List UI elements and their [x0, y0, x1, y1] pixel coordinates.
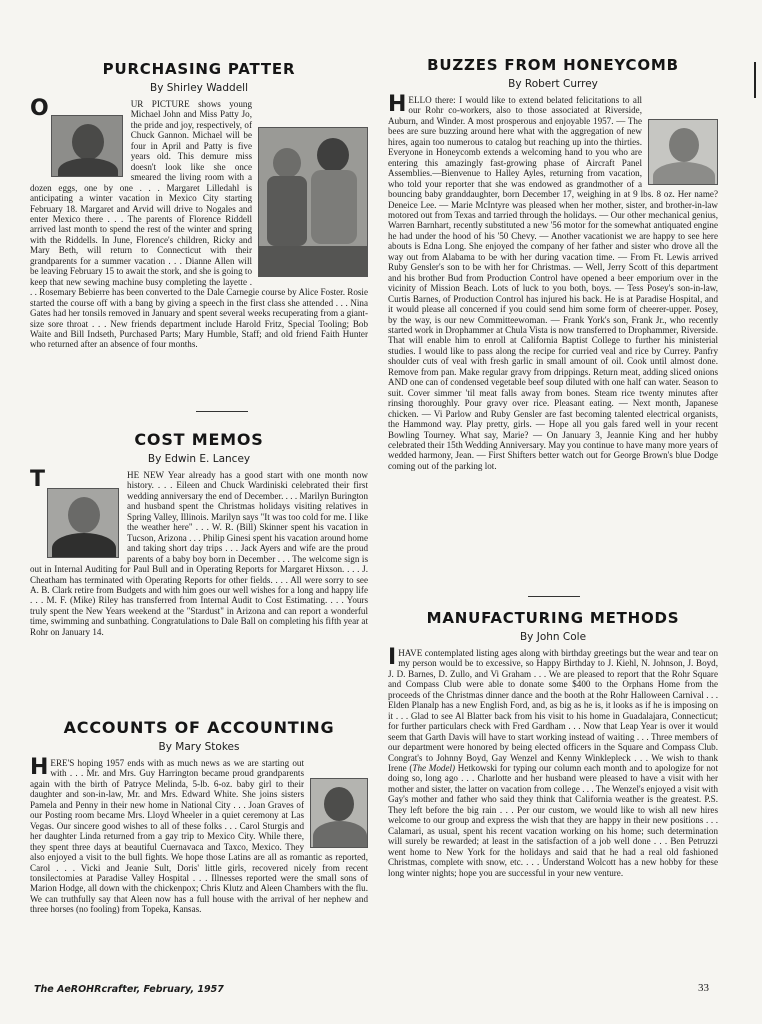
article-body — [388, 645, 718, 878]
article-text: UR PICTURE shows young Michael John and Miss Patty Jo, the pride and joy, respectively, of Chuck Gannon. Michael will be four in April and Patty is five years old. This demure miss doesn't look like she once smeared the living room with a dozen eggs, one by one . . . Margaret Lilledahl is anticipating a winter vacation in Mexico City starting February 18. Margaret and Arvid will drive to Nogales and enter Mexico there . . . The parents of Florence Riddell arrived last month to spend the rest of the winter and spring with the Riddells. In June, Florence's children, Ricky and Mary Beth, will return to Connecticut with their grandparents for a summer vacation . . . Dianne Allen will be leaving February 15 to await the stork, and she is going to keep that new sewing machine busy completing the layette . . . Rosemary Bebierre has been converted to the Dale Carnegie course by Alice Foster. Rosie started the course off with a bang by giving a speech in the first class she attended . . . Nina Gates had her tonsils removed in January and spent several weeks recuperating from a giant-size sore throat . . . New friends department include Harold Fritz, Special Tooling; Bob Waite and Bill Indseth, Purchased Parts; Mary Humble, Staff; and old friend Faith Hunter who returned after an absence of four months. — [30, 99, 368, 350]
photo-mary-stokes — [310, 778, 368, 848]
drop-cap: I — [388, 645, 397, 670]
article-text-italic: The Model) — [412, 762, 456, 773]
article-accounts-of-accounting — [30, 718, 368, 915]
photo-children — [258, 127, 368, 277]
article-text: Hetkowski for typing our column each month and to apologize for not doing so, long ago . . . Charlotte and her husband were pleased to have a visit with her mother and sister, the latter on vacation from college . . . The Wenzel's enjoyed a visit with Gay's mother and father who said they think that California weather is the greatest. P.S. They left before the big rain . . . Per our custom, we would like to wish all new hires welcome to our group and express the wish that they are happy in their new positions . . . Calamari, as usual, spent his recent vacation working on his home; such determination will surely be rewarded; at least in the satisfaction of a job well done . . . Ben Petruzzi went home to New York for the holidays and said that he had a real old fashioned Christmas, complete with snow, etc. . . . Understand Wolcott has a new hobby for these long winter nights; hope you are successful in your new venture. — [388, 762, 718, 878]
article-buzzes-from-honeycomb — [388, 56, 718, 471]
article-title: ACCOUNTS OF ACCOUNTING — [63, 718, 335, 737]
article-text: ERE'S hoping 1957 ends with as much news as we are starting out with . . . Mr. and Mrs. Guy Harrington became proud grandparents again with the birth of Patryce Melinda, 5-lb. 6-oz. baby girl to their daughter and son-in-law, Mr. and Mrs. Edward White. She joins sisters Pamela and Penny in their new home in National City . . . Joan Graves of our Posting room became Mrs. Lloyd Wheeler in a quiet ceremony at Las Vegas. Our sincere good wishes to all of these folks . . . Carol Sturgis and her daughter Linda returned from a gay trip to Mexico City. While there, they spent three days at beautiful Cuernavaca and Taxco, Mexico. They also enjoyed a visit to the bull fights. We hope those Latins are all as romantic as reported, Carol . . . Vicki and Jeanie Sult, Doris' little girls, recovered nicely from recent tonsilectomies at Paradise Valley Hospital . . . Illnesses reported were the small sons of Marion Hodge, all down with the chickenpox; Chris Klutz and Aleen Chambers with the flu. We can truthfully say that Aleen now has a full house with the arrival of her nephew and three horses (no fooling) from Topeka, Kansas. — [30, 758, 368, 915]
article-body — [30, 755, 368, 915]
article-title: COST MEMOS — [134, 430, 264, 449]
section-divider — [528, 596, 580, 597]
article-byline: By Edwin E. Lancey — [147, 453, 251, 465]
drop-cap: T — [30, 467, 46, 492]
article-manufacturing-methods — [388, 609, 718, 878]
article-purchasing-patter — [30, 60, 368, 350]
section-divider — [196, 411, 248, 412]
photo-shirley-waddell — [51, 115, 123, 177]
article-title: MANUFACTURING METHODS — [426, 609, 680, 627]
drop-cap: O — [30, 96, 49, 121]
article-byline: By Shirley Waddell — [149, 82, 248, 94]
article-body — [30, 467, 368, 637]
drop-cap: H — [388, 92, 407, 117]
article-byline: By Mary Stokes — [158, 741, 240, 753]
article-body — [388, 92, 718, 471]
article-byline: By Robert Currey — [508, 78, 598, 90]
article-cost-memos — [30, 430, 368, 637]
article-body — [30, 96, 368, 350]
photo-edwin-lancey — [47, 488, 119, 558]
photo-robert-currey — [648, 119, 718, 185]
page-edge-mark — [754, 62, 756, 98]
footer-publication: The AeROHRcrafter, February, 1957 — [34, 984, 224, 995]
article-text: ELLO there: I would like to extend belated felicitations to all our Rohr co-workers, also to those associated at Riverside, Auburn, and Winder. A most prosperous and enjoyable 1957. — The bees are sure buzzing around here what with the aggregation of new hires, again too numerous to catalog but reaching up into the thirties. Everyone in Honeycomb extends a welcoming hand to you who are entering this amazingly fast-growing phase of Aircraft Panel Assemblies.—Bienvenue to Halley Ayles, returning from vacation, who told your reporter that she was endowed as grandmother of a bouncing baby granddaughter, born December 17, weighing in at 9 lbs. 8 oz. Her name? Deneice Lee. — Marie McIntyre was pleased when her mother, sister, and brother-in-law motored out from Texas and tarried through the holidays. — Our other mechanical genius, Warren Barnhart, recently substituted a new '56 motor for the somewhat antiquated engine he had under the hood of his '50 Chevy. — Another vacationist we are happy to see here abouts is Edna Long. She enjoyed the company of her father and sister who drove all the way out from Alabama to be with her during vacation time. — From Ft. Lewis arrived Ruby Gensler's son to be with her for Christmas. — Well, Jerry Scott of this department and his brother Bud from Production Control have opened a beer emporium over in the vicinity of Mission Beach. Lots of luck to you both, boys. — Tess Posey's son-in-law, Curtis Barnes, of Production Control has injured his back. He is at Paradise Hospital, and it would please all concerned if you could send him some form of cheerer-upper. Posey, by the way, is our new Committeewoman. — Frank York's son, Frank Jr., who recently started work in Drophammer at Chula Vista is now transferred to Drophammer, Riverside. That will enable him to enroll at California Baptist College to further his ministerial studies. I would like to pass along the recipe for curried veal and rice by Currey. Panfry shoulder cuts of veal with fresh garlic in small amount of oil. Cook until almost done. Remove from pan. Make regular gravy from drippings. Return meat, adding sliced onions AND one can of condensed vegetable beef soup diluted with one half can water. Season to suit. Cover simmer 'til meat falls away from bones. Steam rice twenty minutes after rinsing thoroughly. Pour gravy over rice. Pleasant eating. — Next month, Japanese chicken. — Vi Parlow and Ruby Gensler are fast becoming talented electrical organists, the Hammond way. Play pretty, girls. — Hope all you gals fared well in your recent Bowling Tourney. What say, Marie? — On January 3, Jeannie King and her hubby celebrated their 15th Wedding Anniversary. May you continue to have many more years of wedded harmony, Jean. — First Shifters better watch out for George Brown's blue Dodge coming out of the parking lot. — [388, 95, 718, 471]
article-title: PURCHASING PATTER — [102, 60, 296, 78]
article-text: HE NEW Year already has a good start with one month now history. . . . Eileen and Chuck Wardiniski celebrated their first wedding anniversary the end of December. . . . Marilyn Burington and husband spent the Christmas holidays visiting relatives in Spring Valley, Illinois. Marilyn says "It was too cold for me. I like the weather here" . . . W. R. (Bill) Skinner spent his vacation in Tucson, Arizona . . . Philip Ginesi spent his vacation around home and taking short day trips . . . Jack Ayers and wife are the proud parents of a baby boy born in December . . . The welcome sign is out in Internal Auditing for Paul Bull and in Operating Reports for Margaret Hixson. . . . J. Cheatham has terminated with Operating Reports for other fields. . . . All were sorry to see A. B. Clark retire from Budgets and with him goes our well wishes for a long and happy life . . . M. F. (Mike) Riley has transferred from Internal Audit to Cost Estimating. . . . Yours truly spent the New Years weekend at the "Stardust" in Arizona and can report a wonderful time, swimming and sunbathing. Congratulations to Dale Ball on completing his fifth year at Rohr on January 14. — [30, 470, 368, 637]
page-number: 33 — [698, 982, 709, 994]
article-title: BUZZES FROM HONEYCOMB — [427, 56, 679, 74]
article-byline: By John Cole — [519, 631, 587, 643]
article-text: HAVE contemplated listing ages along with birthday greetings but the wear and tear on my person would be to excessive, so Happy Birthday to J. Kiehl, N. Johnson, J. Boyd, J. D. Barnes, D. Zullo, and Vi Graham . . . We are pleased to report that the Rohr Square and Compass Club were able to donate some $400 to the Orphans Home from the proceeds of the Christmas dinner dance and the booth at the Rohr Halloween Carnival . . . Elden Planalp has a new English Ford, and, as big as he is, it looks as if he is imposing on it . . . Glad to see Al Blatter back from his visit to his home in Guadalajara, Connecticut; for further particulars check with Fred Gardham . . . Now that Leap Year is over it would seem that Garth Davis will have to start working instead of waiting . . . Three members of our department were honored by being elected officers in the Square and Compass Club. Congrat's to Johnny Boyd, Gay Wenzel and Kenny Winklepleck . . . We wish to thank Irene ( — [388, 648, 718, 773]
drop-cap: H — [30, 755, 49, 780]
